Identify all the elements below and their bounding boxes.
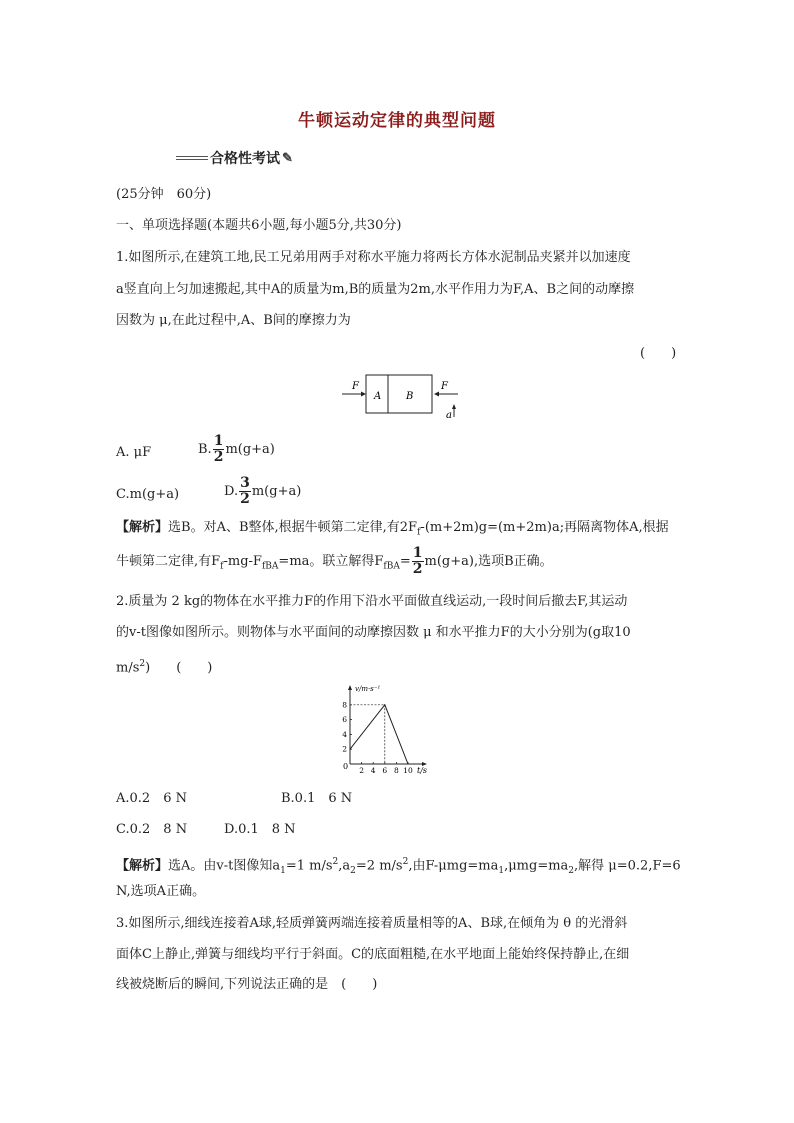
x-axis-label: t/s xyxy=(417,766,428,775)
y-axis-label: v/m·s⁻¹ xyxy=(355,685,381,693)
q2-option-d: D.0.1 8 N xyxy=(224,822,296,837)
q1-option-d: D. $\frac{3}{2}$ m(g+a) xyxy=(224,475,302,507)
block-b-label: B xyxy=(406,391,414,402)
q1-line1: 1.如图所示,在建筑工地,民工兄弟用两手对称水平施力将两长方体水泥制品夹紧并以加速度 xyxy=(116,250,631,265)
q2-analysis-line2: N,选项A正确。 xyxy=(116,884,206,899)
q1-option-d-fraction: $\frac{3}{2}$ xyxy=(240,475,250,507)
q3-line2: 面体C上静止,弹簧与细线均平行于斜面。C的底面粗糙,在水平地面上能始终保持静止,在细 xyxy=(116,947,630,962)
q2-analysis-line1: 【解析】选A。由v-t图像知$a_1=1$ $m/s^2,a_2=2$ $m/s^2$,由$F-\mu mg=ma_1,\mu mg=ma_2$,解得 μ=0.2,F=6 xyxy=(116,857,681,876)
x-tick-label: 2 xyxy=(359,766,364,775)
vt-chart xyxy=(338,680,438,776)
page-title: 牛顿运动定律的典型问题 xyxy=(298,111,496,131)
q2-line1: 2.质量为 2 kg的物体在水平推力F的作用下沿水平面做直线运动,一段时间后撤去F,其运动 xyxy=(116,594,628,609)
q3-line1: 3.如图所示,细线连接着A球,轻质弹簧两端连接着质量相等的A、B球,在倾角为 θ 的光滑斜 xyxy=(116,916,628,931)
q2-option-c: C.0.2 8 N xyxy=(116,822,188,837)
q1-line3: 因数为 μ,在此过程中,A、B间的摩擦力为 xyxy=(116,313,351,328)
accel-label: a xyxy=(446,410,452,421)
time-score: (25分钟 60分) xyxy=(116,187,212,202)
series-line xyxy=(350,705,408,764)
q1-analysis-line1: 【解析】选B。对A、B整体,根据牛顿第二定律,有$2F_f-(m+2m)g=(m+2m)a$;再隔离物体A,根据 xyxy=(116,520,669,538)
heading-rule xyxy=(176,156,208,160)
q1-figure xyxy=(338,372,462,422)
x-tick-label: 6 xyxy=(382,766,388,775)
section-label: 合格性考试 xyxy=(210,151,280,167)
q3-line3: 线被烧断后的瞬间,下列说法正确的是 ( ) xyxy=(116,977,378,992)
block-a-label: A xyxy=(374,391,382,402)
y-tick-label: 4 xyxy=(342,729,347,739)
q2-option-a: A.0.2 6 N xyxy=(116,791,187,806)
part1-heading: 一、单项选择题(本题共6小题,每小题5分,共30分) xyxy=(116,218,402,233)
left-force-label: F xyxy=(352,381,359,392)
y-tick-label: 8 xyxy=(342,700,347,710)
right-force-label: F xyxy=(441,381,448,392)
y-axis-arrow xyxy=(348,685,352,690)
pencil-icon: ✎ xyxy=(282,150,293,166)
q1-option-c: C.m(g+a) xyxy=(116,487,180,502)
data-point xyxy=(407,763,408,764)
origin-label: 0 xyxy=(343,762,349,771)
y-tick-label: 2 xyxy=(342,744,347,754)
q1-option-b: B. $\frac{1}{2}$ m(g+a) xyxy=(198,433,275,465)
q2-line2: 的v-t图像如图所示。则物体与水平面间的动摩擦因数 μ 和水平推力F的大小分别为(g取10 xyxy=(116,625,631,640)
q2-option-b: B.0.1 6 N xyxy=(281,791,353,806)
section-heading xyxy=(176,148,293,168)
x-tick-label: 8 xyxy=(394,766,399,775)
q2-line3: $m/s^2$) ( ) xyxy=(116,659,213,676)
q1-line2: a竖直向上匀加速搬起,其中A的质量为m,B的质量为2m,水平作用力为F,A、B之间的动摩擦 xyxy=(116,282,635,297)
q1-option-b-fraction: $\frac{1}{2}$ xyxy=(213,433,224,465)
y-tick-label: 6 xyxy=(342,715,347,725)
data-point xyxy=(384,704,385,705)
q1-analysis-line2: 牛顿第二定律,有$F_f-mg-F_{fBA}=ma$。联立解得$F_{fBA}=$ $\frac{1}{2}$ m(g+a),选项B正确。 xyxy=(116,545,553,577)
data-point xyxy=(349,749,350,750)
x-tick-label: 10 xyxy=(403,766,413,775)
q1-analysis-fraction: $\frac{1}{2}$ xyxy=(412,545,423,577)
q1-answer-bracket: ( ) xyxy=(640,346,677,361)
q1-option-a: A. μF xyxy=(116,445,152,460)
x-tick-label: 4 xyxy=(370,766,376,775)
